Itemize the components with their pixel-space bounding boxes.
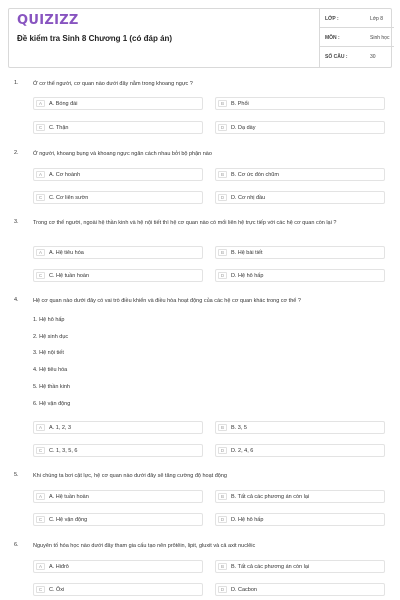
option-b[interactable] (215, 421, 385, 434)
meta-row-subject (320, 28, 394, 47)
option-letter: D (218, 124, 227, 131)
option-text: A. Cơ hoành (49, 172, 81, 178)
option-text: B. Tất cả các phương án còn lại (231, 494, 310, 500)
question-text: Trong cơ thể người, ngoài hệ thần kinh và hệ nội tiết thì hệ cơ quan nào có mối liên hệ trực tiếp với các hệ cơ quan còn lại ? (33, 220, 337, 226)
option-letter: C (36, 516, 45, 523)
option-letter: C (36, 124, 45, 131)
option-text: A. Bóng đái (49, 101, 78, 107)
option-letter: C (36, 272, 45, 279)
option-letter: C (36, 586, 45, 593)
question-text: Ở người, khoang bụng và khoang ngực ngăn cách nhau bởi bộ phận nào (33, 151, 212, 157)
option-letter: A (36, 424, 45, 431)
option-letter: A (36, 249, 45, 256)
page-title: Đề kiểm tra Sinh 8 Chương 1 (có đáp án) (17, 34, 173, 43)
option-b[interactable] (215, 168, 385, 181)
option-text: C. Ôxi (49, 587, 65, 593)
option-b[interactable] (215, 97, 385, 110)
option-text: C. 1, 3, 5, 6 (49, 448, 78, 454)
option-text: B. Cơ ức đòn chũm (231, 172, 279, 178)
option-d[interactable] (215, 121, 385, 134)
option-text: B. Hệ bài tiết (231, 250, 263, 256)
option-letter: A (36, 563, 45, 570)
option-c[interactable] (33, 191, 203, 204)
question-sub-item: 5. Hệ thần kinh (33, 384, 70, 390)
option-letter: A (36, 100, 45, 107)
meta-value: Lớp 8 (370, 16, 384, 22)
option-text: A. Hệ tuần hoàn (49, 494, 89, 500)
question-sub-item: 1. Hệ hô hấp (33, 317, 65, 323)
question-text: Ở cơ thể người, cơ quan nào dưới đây nằm trong khoang ngực ? (33, 81, 193, 87)
option-letter: D (218, 194, 227, 201)
option-c[interactable] (33, 583, 203, 596)
option-d[interactable] (215, 444, 385, 457)
meta-row-class (320, 9, 394, 28)
option-text: B. Tất cả các phương án còn lại (231, 564, 310, 570)
question-text: Khi chúng ta bơi cật lực, hệ cơ quan nào dưới đây sẽ tăng cường độ hoạt động (33, 473, 227, 479)
option-letter: B (218, 493, 227, 500)
option-letter: D (218, 516, 227, 523)
option-c[interactable] (33, 121, 203, 134)
option-b[interactable] (215, 490, 385, 503)
option-letter: B (218, 100, 227, 107)
option-letter: D (218, 447, 227, 454)
option-text: D. Hệ hô hấp (231, 517, 264, 523)
option-letter: A (36, 493, 45, 500)
option-c[interactable] (33, 269, 203, 282)
option-text: D. Cơ nhị đầu (231, 195, 266, 201)
option-a[interactable] (33, 246, 203, 259)
question-text: Nguyên tố hóa học nào dưới đây tham gia cấu tạo nên prôtêin, lipit, gluxit và cả axit nuclêic (33, 543, 256, 549)
meta-box (319, 9, 393, 67)
document-header (8, 8, 392, 68)
option-a[interactable] (33, 421, 203, 434)
option-text: C. Thận (49, 125, 69, 131)
option-text: C. Hệ vận động (49, 517, 88, 523)
option-a[interactable] (33, 168, 203, 181)
option-text: C. Cơ liên sườn (49, 195, 89, 201)
option-text: D. 2, 4, 6 (231, 448, 254, 454)
meta-value: 30 (370, 54, 376, 60)
option-a[interactable] (33, 97, 203, 110)
option-c[interactable] (33, 513, 203, 526)
option-letter: D (218, 272, 227, 279)
question-number: 4. (14, 297, 19, 303)
question-sub-item: 4. Hệ tiêu hóa (33, 367, 68, 373)
option-letter: C (36, 447, 45, 454)
meta-label: SỐ CÂU : (325, 54, 348, 60)
question-number: 6. (14, 542, 19, 548)
option-letter: B (218, 563, 227, 570)
option-text: A. Hiđrô (49, 564, 69, 570)
option-letter: B (218, 424, 227, 431)
option-text: B. 3, 5 (231, 425, 247, 431)
option-letter: B (218, 249, 227, 256)
option-text: A. 1, 2, 3 (49, 425, 72, 431)
option-text: B. Phổi (231, 101, 249, 107)
question-sub-item: 3. Hệ nội tiết (33, 350, 64, 356)
question-number: 5. (14, 472, 19, 478)
option-d[interactable] (215, 513, 385, 526)
option-letter: C (36, 194, 45, 201)
option-text: D. Dạ dày (231, 125, 256, 131)
question-sub-item: 6. Hệ vận động (33, 401, 71, 407)
option-letter: A (36, 171, 45, 178)
question-number: 1. (14, 80, 19, 86)
question-number: 3. (14, 219, 19, 225)
option-letter: D (218, 586, 227, 593)
option-b[interactable] (215, 246, 385, 259)
meta-value: Sinh học (370, 35, 390, 41)
option-text: D. Cacbon (231, 587, 257, 593)
option-text: A. Hệ tiêu hóa (49, 250, 84, 256)
option-d[interactable] (215, 583, 385, 596)
question-number: 2. (14, 150, 19, 156)
option-letter: B (218, 171, 227, 178)
option-text: C. Hệ tuần hoàn (49, 273, 90, 279)
option-c[interactable] (33, 444, 203, 457)
option-text: D. Hệ hô hấp (231, 273, 264, 279)
question-sub-item: 2. Hệ sinh dục (33, 334, 69, 340)
option-d[interactable] (215, 191, 385, 204)
quizizz-logo: QUIZIZZ (17, 13, 79, 28)
meta-label: LỚP : (325, 16, 339, 22)
option-b[interactable] (215, 560, 385, 573)
option-a[interactable] (33, 490, 203, 503)
option-d[interactable] (215, 269, 385, 282)
meta-row-count (320, 47, 394, 66)
meta-label: MÔN : (325, 35, 340, 41)
question-text: Hệ cơ quan nào dưới đây có vai trò điều khiển và điều hòa hoạt động của các hệ cơ quan khác trong cơ thể ? (33, 298, 301, 304)
option-a[interactable] (33, 560, 203, 573)
